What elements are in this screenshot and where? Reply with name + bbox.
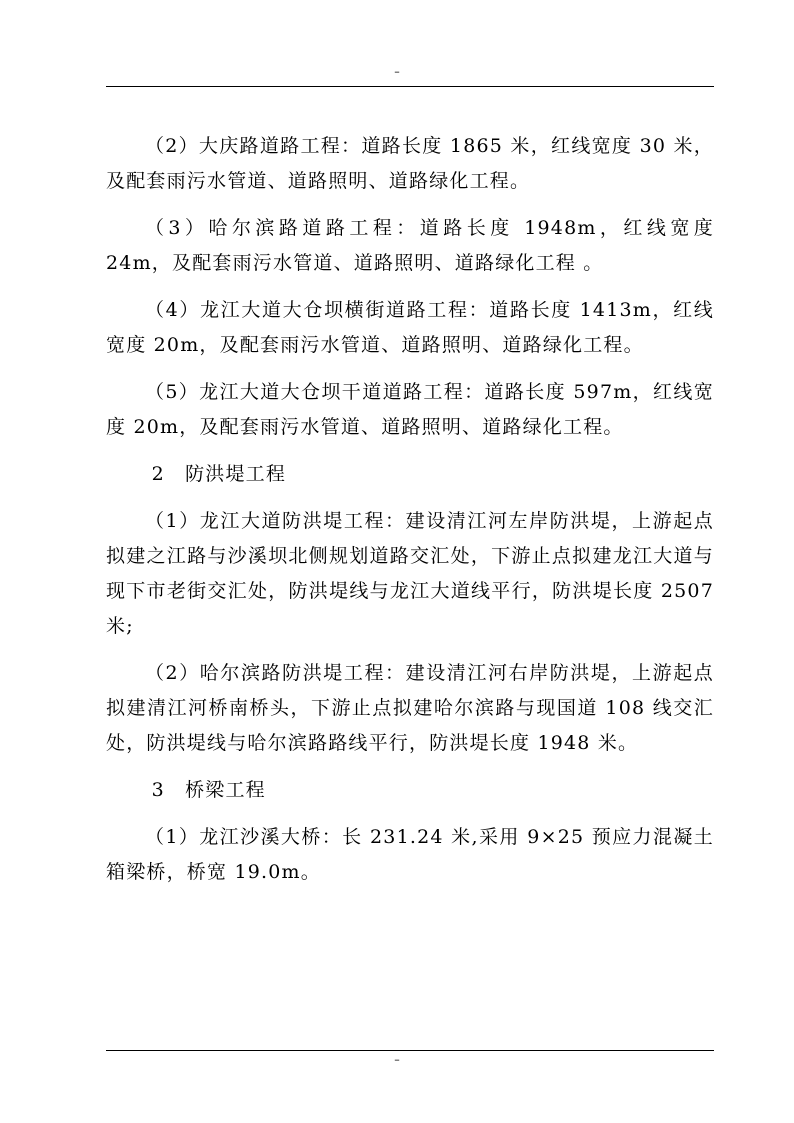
paragraph-levee-harbin: （2）哈尔滨路防洪堤工程：建设清江河右岸防洪堤，上游起点拟建清江河桥南桥头，下游止点拟建哈尔滨路与现国道 108 线交汇处，防洪堤线与哈尔滨路路线平行，防洪堤长度 1948 米。 bbox=[106, 662, 714, 754]
header-rule bbox=[106, 86, 714, 87]
paragraph-road-harbin: （3）哈尔滨路道路工程：道路长度 1948m，红线宽度 24m，及配套雨污水管道、道路照明、道路绿化工程 。 bbox=[106, 217, 714, 274]
section-heading-bridge: 3 桥梁工程 bbox=[151, 779, 266, 801]
paragraph-bridge-shaxi: （1）龙江沙溪大桥：长 231.24 米,采用 9×25 预应力混凝土箱梁桥，桥宽 19.0m。 bbox=[106, 826, 714, 883]
paragraph-road-hengjie: （4）龙江大道大仓坝横街道路工程：道路长度 1413m，红线宽度 20m，及配套雨污水管道、道路照明、道路绿化工程。 bbox=[106, 299, 714, 356]
paragraph-road-daqing: （2）大庆路道路工程：道路长度 1865 米，红线宽度 30 米，及配套雨污水管道、道路照明、道路绿化工程。 bbox=[106, 135, 714, 192]
footer-mark: – bbox=[394, 1053, 400, 1066]
header-mark: – bbox=[394, 65, 400, 78]
document-body bbox=[106, 129, 714, 902]
section-heading-flood-levee: 2 防洪堤工程 bbox=[151, 463, 287, 485]
paragraph-road-gandao: （5）龙江大道大仓坝干道道路工程：道路长度 597m，红线宽度 20m，及配套雨污水管道、道路照明、道路绿化工程。 bbox=[106, 381, 714, 438]
paragraph-levee-longjiang: （1）龙江大道防洪堤工程：建设清江河左岸防洪堤，上游起点拟建之江路与沙溪坝北侧规划道路交汇处，下游止点拟建龙江大道与现下市老街交汇处，防洪堤线与龙江大道线平行，防洪堤长度 2507 米; bbox=[106, 510, 714, 637]
footer-rule bbox=[106, 1050, 714, 1051]
